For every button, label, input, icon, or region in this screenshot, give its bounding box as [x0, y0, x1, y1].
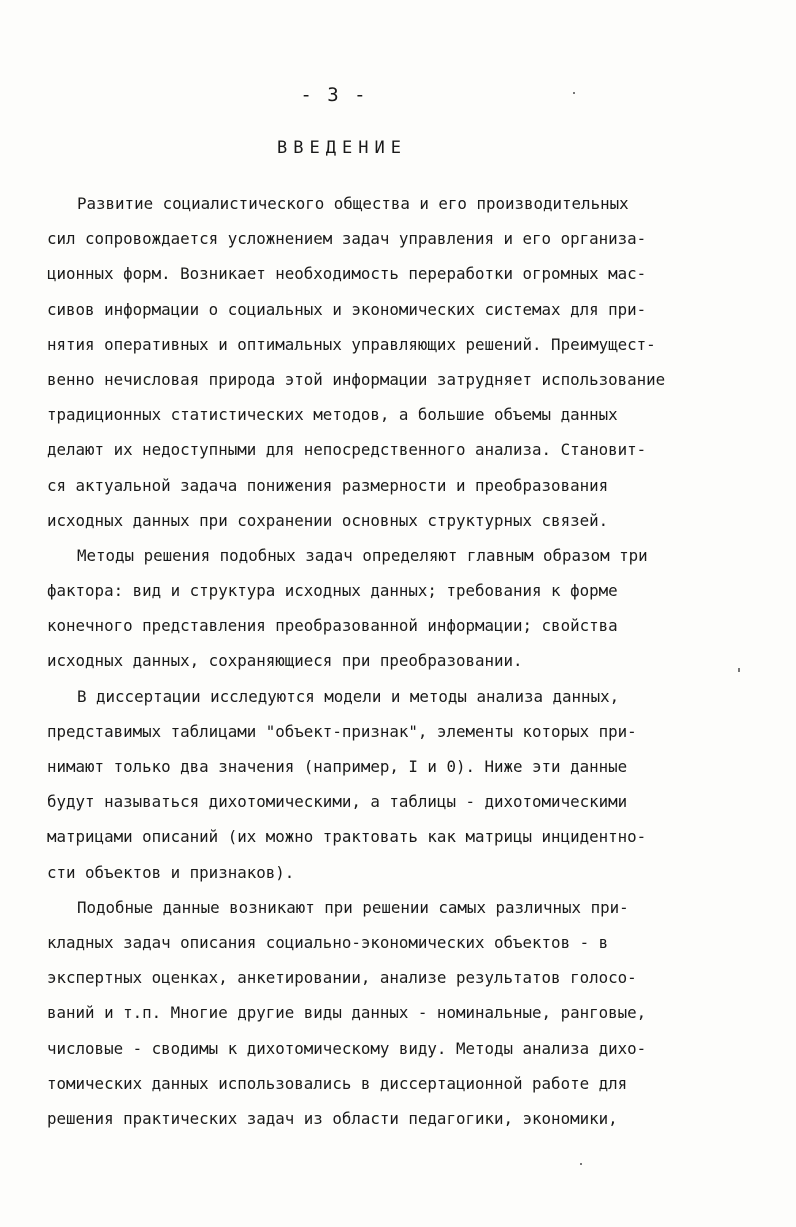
text-line: числовые - сводимы к дихотомическому виду. Методы анализа дихо-: [47, 1038, 647, 1058]
paragraph: [47, 538, 767, 679]
paragraph: [47, 679, 767, 890]
text-line: венно нечисловая природа этой информации затрудняет использование: [47, 369, 666, 389]
text-line: представимых таблицами "объект-признак", элементы которых при-: [47, 721, 637, 741]
text-line: кладных задач описания социально-экономических объектов - в: [47, 932, 609, 952]
text-line: ваний и т.п. Многие другие виды данных - номинальные, ранговые,: [47, 1003, 647, 1023]
paragraph: [47, 890, 767, 1136]
text-line: Развитие социалистического общества и его производительных: [77, 194, 629, 213]
scan-speck: [573, 92, 575, 94]
text-line: исходных данных, сохраняющиеся при преобразовании.: [47, 651, 523, 671]
text-line: сил сопровождается усложнением задач управления и его организа-: [47, 229, 647, 249]
body-text: [47, 186, 767, 1136]
text-line: В диссертации исследуются модели и методы анализа данных,: [77, 686, 620, 706]
text-line: Подобные данные возникают при решении самых различных при-: [77, 897, 629, 917]
text-line: фактора: вид и структура исходных данных; требования к форме: [47, 581, 618, 601]
text-line: традиционных статистических методов, а большие объемы данных: [47, 405, 618, 425]
text-line: сивов информации о социальных и экономических системах для при-: [47, 299, 647, 319]
page-number: - 3 -: [300, 84, 368, 106]
text-line: ционных форм. Возникает необходимость переработки огромных мас-: [47, 264, 647, 284]
text-line: исходных данных при сохранении основных структурных связей.: [47, 510, 609, 530]
text-line: ся актуальной задача понижения размерности и преобразования: [47, 475, 609, 495]
section-heading: ВВЕДЕНИЕ: [277, 138, 407, 158]
scan-speck: [580, 1163, 582, 1165]
text-line: нимают только два значения (например, I и 0). Ниже эти данные: [47, 757, 628, 776]
scan-speck: [738, 668, 740, 672]
text-line: экспертных оценках, анкетировании, анализе результатов голосо-: [47, 968, 637, 988]
paragraph: [47, 186, 767, 538]
text-line: Методы решения подобных задач определяют главным образом три: [77, 545, 648, 565]
text-line: матрицами описаний (их можно трактовать как матрицы инцидентно-: [47, 827, 647, 847]
text-line: томических данных использовались в диссертационной работе для: [47, 1073, 628, 1093]
text-line: будут называться дихотомическими, а таблицы - дихотомическими: [47, 792, 628, 812]
text-line: делают их недоступными для непосредственного анализа. Становит-: [47, 440, 647, 460]
text-line: конечного представления преобразованной информации; свойства: [47, 616, 618, 636]
text-line: решения практических задач из области педагогики, экономики,: [47, 1108, 618, 1128]
text-line: нятия оперативных и оптимальных управляющих решений. Преимущест-: [47, 334, 656, 354]
text-line: сти объектов и признаков).: [47, 862, 295, 882]
